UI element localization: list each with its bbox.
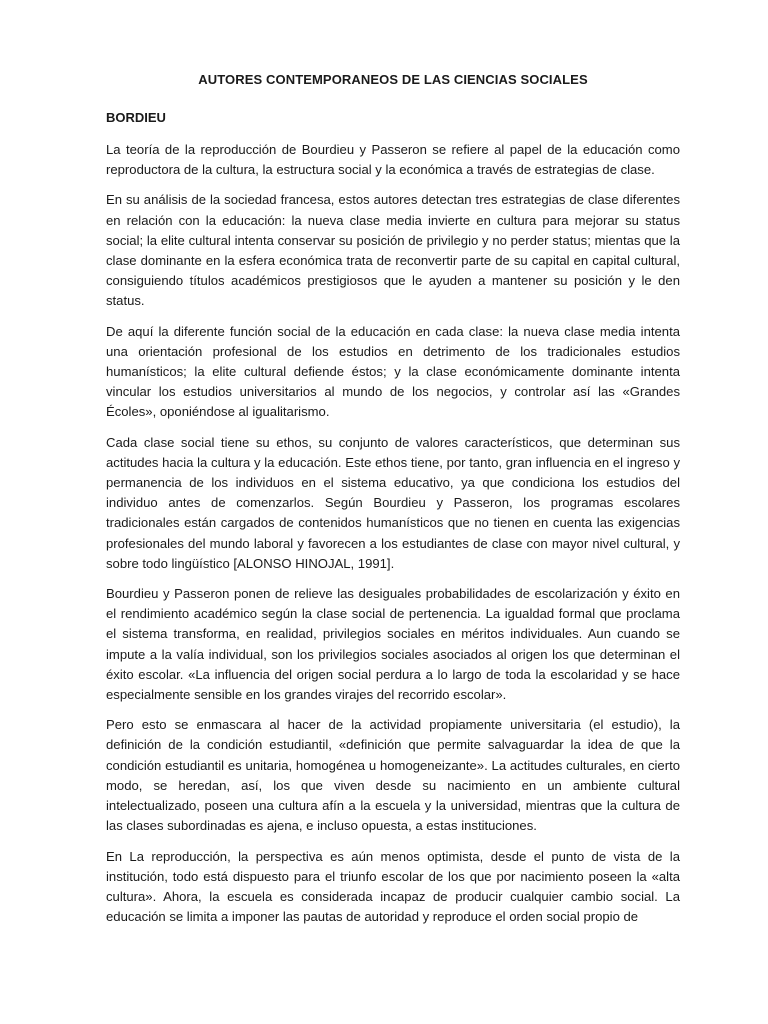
section-heading-bordieu: BORDIEU [106, 110, 166, 125]
paragraph-3: De aquí la diferente función social de la educación en cada clase: la nueva clase media intenta una orientación profesional de los estudios en detrimento de los tradicionales estudios humanísticos; la elite cultural defiende éstos; y la clase económicamente dominante intenta vincular los estudios universitarios al mundo de los negocios, y controlar así las «Grandes Écoles», oponiéndose al igualitarismo. [106, 323, 680, 420]
document-page [106, 70, 680, 937]
paragraph-4: Cada clase social tiene su ethos, su conjunto de valores característicos, que determinan sus actitudes hacia la cultura y la educación. Este ethos tiene, por tanto, gran influencia en el ingreso y permanencia de los individuos en el sistema educativo, ya que condiciona los estudios del individuo antes de comenzarlos. Según Bourdieu y Passeron, los programas escolares tradicionales están cargados de contenidos humanísticos que no tienen en cuenta las exigencias profesionales del mundo laboral y favorecen a los estudiantes de clase con mayor nivel cultural, y sobre todo lingüístico [ALONSO HINOJAL, 1991]. [106, 434, 680, 571]
paragraph-5: Bourdieu y Passeron ponen de relieve las desiguales probabilidades de escolarización y éxito en el rendimiento académico según la clase social de pertenencia. La igualdad formal que proclama el sistema transforma, en realidad, privilegios sociales en méritos individuales. Aun cuando se impute a la valía individual, son los privilegios sociales asociados al origen los que determinan el éxito escolar. «La influencia del origen social perdura a lo largo de toda la escolaridad y se hace especialmente sensible en los grandes virajes del recorrido escolar». [106, 586, 680, 703]
document-title: AUTORES CONTEMPORANEOS DE LAS CIENCIAS SOCIALES [198, 72, 588, 87]
paragraph-7: En La reproducción, la perspectiva es aún menos optimista, desde el punto de vista de la institución, todo está dispuesto para el triunfo escolar de los que por nacimiento poseen la «alta cultura». Ahora, la escuela es considerada incapaz de producir cualquier cambio social. La educación se limita a imponer las pautas de autoridad y reproduce el orden social propio de [106, 848, 680, 925]
paragraph-2: En su análisis de la sociedad francesa, estos autores detectan tres estrategias de clase diferentes en relación con la educación: la nueva clase media invierte en cultura para mejorar su status social; la elite cultural intenta conservar su posición de privilegio y no perder status; mientas que la clase dominante en la esfera económica trata de reconvertir parte de su capital en capital cultural, consiguiendo títulos académicos prestigiosos que le ayuden a mantener su posición y le den status. [106, 192, 680, 309]
paragraph-1: La teoría de la reproducción de Bourdieu y Passeron se refiere al papel de la educación como reproductora de la cultura, la estructura social y la económica a través de estrategias de clase. [106, 142, 680, 178]
paragraph-6: Pero esto se enmascara al hacer de la actividad propiamente universitaria (el estudio), la definición de la condición estudiantil, «definición que permite salvaguardar la idea de que la condición estudiantil es unitaria, homogénea u homogeneizante». La actitudes culturales, en cierto modo, se heredan, así, los que viven desde su nacimiento en un ambiente cultural intelectualizado, poseen una cultura afín a la escuela y la universidad, mientras que la cultura de las clases subordinadas es ajena, e incluso opuesta, a estas instituciones. [106, 717, 680, 834]
